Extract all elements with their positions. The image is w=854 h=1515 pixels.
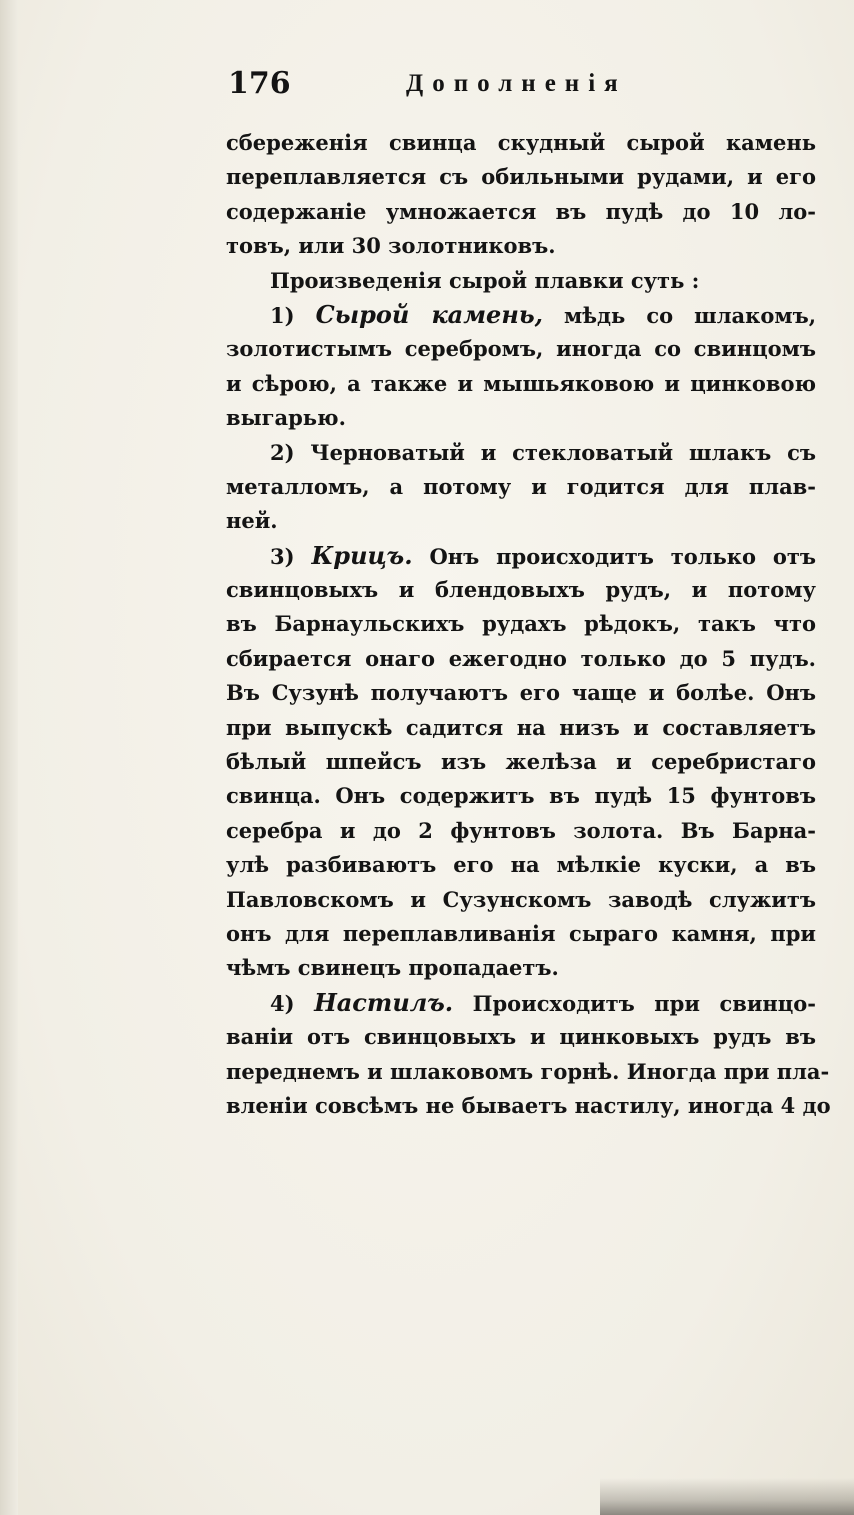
text-line (226, 814, 816, 848)
line-text: свинцовыхъ и блендовыхъ рудъ, и потому (226, 577, 816, 603)
text-line (226, 883, 816, 917)
line-text: бѣлый шпейсъ изъ желѣза и серебристаго (226, 749, 816, 775)
line-text: мѣдь со шлакомъ, (543, 302, 816, 328)
text-line (226, 573, 816, 607)
line-text: товъ, или 30 золотниковъ. (226, 233, 556, 259)
text-line (226, 332, 816, 366)
text-line (226, 160, 816, 194)
body-text (226, 126, 831, 1123)
text-line (226, 126, 816, 160)
line-text: Происходитъ при свинцо- (453, 990, 817, 1016)
line-text: выгарью. (226, 405, 346, 431)
text-line (226, 470, 816, 504)
item-number: 1) (270, 302, 316, 328)
line-text: въ Барнаульскихъ рудахъ рѣдокъ, такъ что (226, 611, 816, 637)
item-number: 3) (270, 543, 312, 569)
line-text: золотистымъ серебромъ, иногда со свинцомъ (226, 336, 816, 362)
line-text: при выпускѣ садится на низъ и составляетъ (226, 714, 816, 740)
text-line (226, 951, 816, 985)
line-text: сбереженія свинца скудный сырой камень (226, 130, 816, 155)
text-line (226, 539, 816, 573)
line-text: ней. (226, 508, 278, 534)
line-text: сбирается онаго ежегодно только до 5 пудъ. (226, 645, 816, 671)
text-line (226, 779, 816, 813)
text-line (226, 298, 816, 332)
text-line (226, 1089, 831, 1123)
line-text: Павловскомъ и Сузунскомъ заводѣ служитъ (226, 886, 816, 912)
text-line (226, 367, 816, 401)
text-line (226, 1020, 816, 1054)
text-line (226, 436, 816, 470)
binding-edge (0, 0, 18, 1515)
text-line (226, 195, 816, 229)
text-line (226, 676, 816, 710)
text-line (226, 848, 816, 882)
line-text: вленіи совсѣмъ не бываетъ настилу, иногда 4 до (226, 1092, 831, 1118)
italic-term: Сырой камень, (315, 299, 544, 329)
line-text: чѣмъ свинецъ пропадаетъ. (226, 955, 559, 981)
line-text: ваніи отъ свинцовыхъ и цинковыхъ рудъ въ (226, 1024, 816, 1050)
text-line (226, 229, 816, 263)
text-line (226, 1055, 830, 1089)
text-line (226, 504, 816, 538)
page-header (228, 66, 818, 116)
line-text: и сѣрою, а также и мышьяковою и цинковою (226, 370, 816, 396)
text-line (226, 711, 816, 745)
text-line (226, 264, 816, 298)
running-title: Дополненія (406, 70, 627, 97)
line-text: Произведенія сырой плавки суть : (270, 267, 700, 293)
line-text: серебра и до 2 фунтовъ золота. Въ Барна- (226, 817, 816, 843)
item-number: 4) (270, 990, 315, 1016)
line-text: Въ Сузунѣ получаютъ его чаще и болѣе. Онъ (226, 680, 816, 706)
page-number: 176 (228, 66, 291, 101)
text-line (226, 607, 816, 641)
line-text: переднемъ и шлаковомъ горнѣ. Иногда при пла- (226, 1058, 830, 1084)
text-line (226, 401, 816, 435)
line-text: переплавляется съ обильными рудами, и его (226, 164, 816, 190)
line-text: Онъ происходитъ только отъ (412, 543, 816, 569)
page-edge-shadow (600, 1478, 854, 1515)
text-line (226, 917, 816, 951)
italic-term: Крицъ. (311, 540, 413, 570)
line-text: свинца. Онъ содержитъ въ пудѣ 15 фунтовъ (226, 783, 816, 809)
line-text: 2) Черноватый и стекловатый шлакъ съ (270, 439, 816, 465)
line-text: улѣ разбиваютъ его на мѣлкіе куски, а въ (226, 852, 816, 878)
italic-term: Настилъ. (314, 987, 454, 1017)
line-text: металломъ, а потому и годится для плав- (226, 473, 816, 499)
line-text: содержаніе умножается въ пудѣ до 10 ло- (226, 198, 816, 224)
text-line (226, 986, 816, 1020)
line-text: онъ для переплавливанія сыраго камня, при (226, 920, 816, 946)
text-line (226, 745, 816, 779)
text-line (226, 642, 816, 676)
